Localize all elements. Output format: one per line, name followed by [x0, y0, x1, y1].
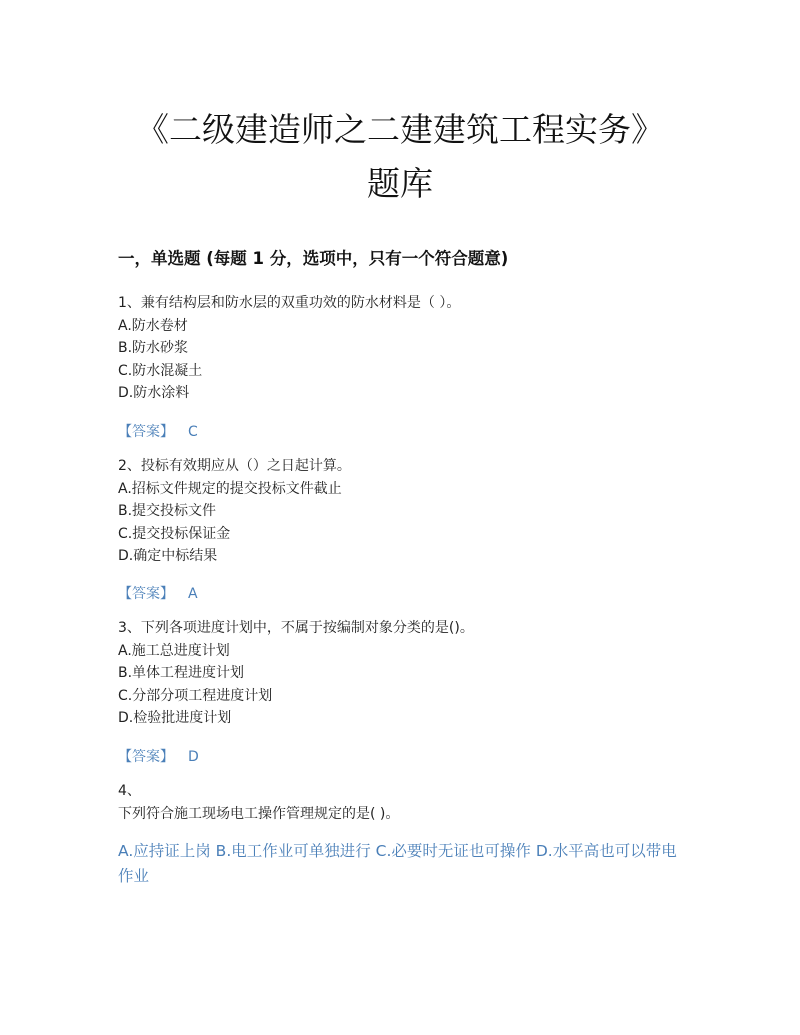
option-d: D.防水涂料 [118, 385, 190, 401]
option-d: D.检验批进度计划 [118, 710, 232, 726]
question-stem: 1、兼有结构层和防水层的双重功效的防水材料是（ ）。 [118, 295, 461, 311]
answer-label: 【答案】 [118, 424, 174, 440]
answer-label: 【答案】 [118, 586, 174, 602]
doc-title-line2: 题库 [367, 164, 433, 203]
question-stem: 3、下列各项进度计划中，不属于按编制对象分类的是()。 [118, 620, 474, 636]
answer-value: A [188, 586, 198, 602]
answer-value: C [188, 424, 198, 440]
answer-label: 【答案】 [118, 749, 174, 765]
option-d: D.确定中标结果 [118, 548, 218, 564]
answer-2 [118, 583, 198, 603]
question-stem: 2、投标有效期应从（）之日起计算。 [118, 458, 351, 474]
option-c: C.分部分项工程进度计划 [118, 687, 273, 704]
option-a: A.招标文件规定的提交投标文件截止 [118, 480, 342, 497]
doc-title-line1: 《二级建造师之二建建筑工程实务》 [136, 110, 664, 149]
section-heading: 一，单选题 (每题 1 分，选项中，只有一个符合题意) [118, 249, 509, 268]
question-3 [118, 617, 474, 730]
question-stem: 下列符合施工现场电工操作管理规定的是( )。 [118, 805, 400, 822]
option-a: A.防水卷材 [118, 317, 188, 334]
option-b: B.防水砂浆 [118, 340, 189, 356]
question-2 [118, 455, 351, 568]
answer-value: D [188, 749, 199, 765]
answer-3 [118, 746, 199, 766]
option-b: B.单体工程进度计划 [118, 665, 245, 681]
option-b: B.提交投标文件 [118, 503, 217, 519]
question-1 [118, 292, 460, 405]
option-a: A.施工总进度计划 [118, 642, 230, 659]
question-number: 4、 [118, 783, 141, 799]
option-c: C.提交投标保证金 [118, 525, 231, 542]
question-4-options: A.应持证上岗 B.电工作业可单独进行 C.必要时无证也可操作 D.水平高也可以带电作业 [118, 842, 677, 885]
option-c: C.防水混凝土 [118, 362, 203, 379]
answer-1 [118, 421, 198, 441]
question-4 [118, 780, 399, 825]
